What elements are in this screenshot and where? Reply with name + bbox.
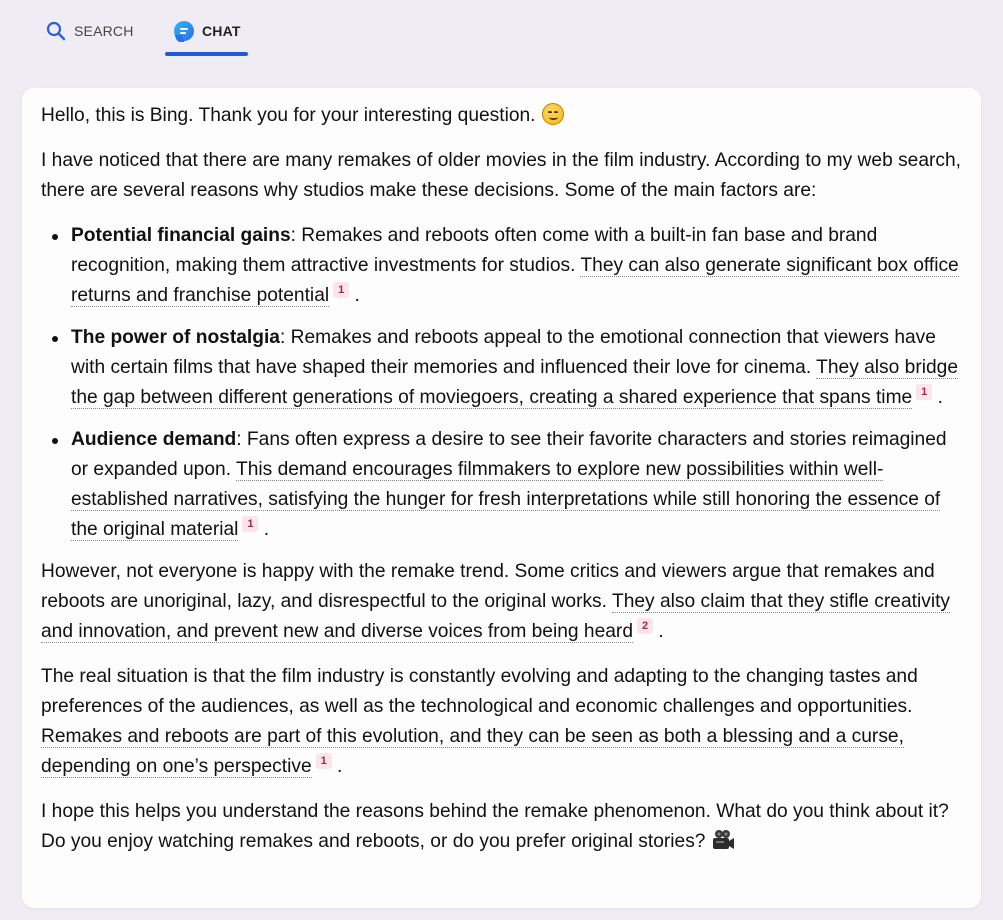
criticism-paragraph [41,557,961,647]
bullet-text: : Remakes and reboots appeal to the emotional connection that viewers have with certain films that have shaped their memories and influenced their love for cinema. [71,327,936,378]
chat-icon [174,21,194,41]
bullet-text: : Fans often express a desire to see their favorite characters and stories reimagined or expanded upon. [71,429,947,480]
bullet-title: The power of nostalgia [71,327,280,348]
paragraph-text: However, not everyone is happy with the remake trend. Some critics and viewers argue that remakes and reboots are unoriginal, lazy, and disrespectful to the original works. [41,561,935,612]
bullet-title: Potential financial gains [71,225,291,246]
sentence-end: . [354,285,360,306]
cited-text[interactable]: This demand encourages filmmakers to explore new possibilities within well-established narratives, satisfying the hunger for fresh interpretations while still honoring the essence of the original material [71,459,941,540]
cited-text[interactable]: They also bridge the gap between different generations of moviegoers, creating a shared experience that spans time [71,357,958,408]
sentence-end: . [263,519,270,540]
list-item [41,323,961,413]
list-item [41,425,961,545]
sentence-end: . [937,387,943,408]
chat-message-card [22,88,981,908]
greeting-text: Hello, this is Bing. Thank you for your interesting question. [41,105,536,126]
tab-bar [0,0,1003,70]
sentence-end: . [658,621,664,642]
list-item [41,221,961,311]
sentence-end: . [336,756,343,777]
bullet-text: : Remakes and reboots often come with a built-in fan base and brand recognition, making them attractive investments for studios. [71,225,878,276]
movie-camera-icon [711,829,735,851]
cited-text[interactable]: Remakes and reboots are part of this evolution, and they can be seen as both a blessing and a curse, depending on one’s perspective [41,726,904,777]
citation-badge[interactable]: 2 [637,618,653,634]
citation-badge[interactable]: 1 [242,516,258,532]
closing-text: I hope this helps you understand the reasons behind the remake phenomenon. What do you think about it? Do you enjoy watching remakes and reboots, or do you prefer original stories? [41,801,949,852]
active-tab-indicator [165,52,248,56]
search-icon [46,21,66,41]
bullet-title: Audience demand [71,429,237,450]
reasons-list [41,221,961,545]
intro-paragraph: I have noticed that there are many remakes of older movies in the film industry. According to my web search, there are several reasons why studios make these decisions. Some of the main factors are: [41,150,962,201]
situation-paragraph [41,662,961,782]
tab-search-label: SEARCH [74,23,134,39]
paragraph-text: The real situation is that the film industry is constantly evolving and adapting to the changing tastes and preferences of the audiences, as well as the technological and economic challenges and opportunities. [41,666,918,717]
citation-badge[interactable]: 1 [316,753,332,769]
greeting-paragraph [41,101,961,131]
closing-paragraph [41,797,961,857]
citation-badge[interactable]: 1 [333,282,349,298]
cited-text[interactable]: They also claim that they stifle creativity and innovation, and prevent new and diverse voices from being heard [41,591,951,642]
tab-chat-label: CHAT [202,23,241,39]
tab-chat[interactable] [174,18,241,44]
smiling-face-icon [542,103,564,125]
cited-text[interactable]: They can also generate significant box office returns and franchise potential [71,255,959,306]
citation-badge[interactable]: 1 [916,384,932,400]
tab-search[interactable] [46,18,134,44]
